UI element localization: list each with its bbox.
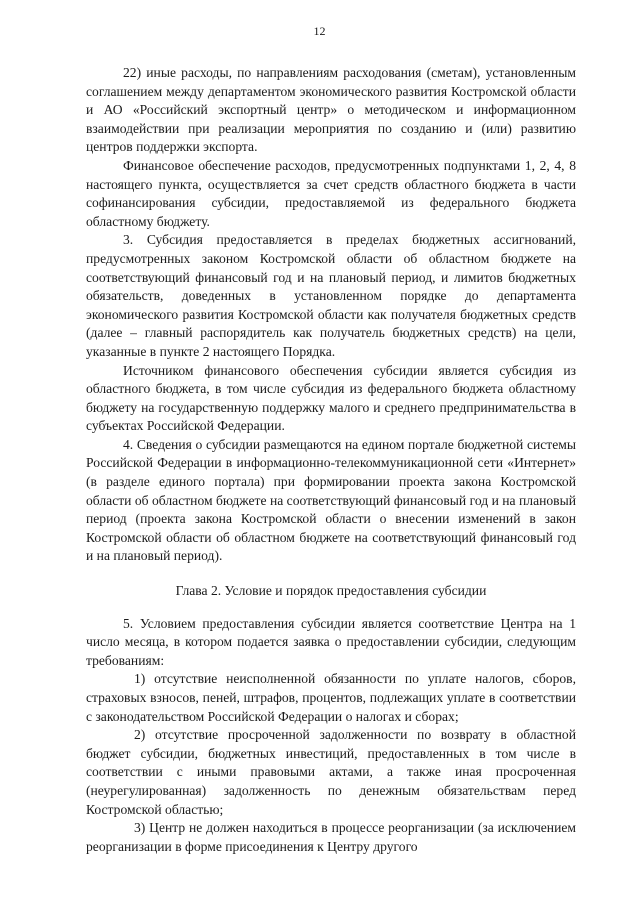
paragraph: 22) иные расходы, по направлениям расходования (сметам), установленным соглашением между департаментом экономического развития Костромской области и АО «Российский экспортный центр» о методическом и информационном взаимодействии при реализации мероприятия по созданию и (или) развитию центров поддержки экспорта. bbox=[86, 65, 576, 155]
requirement-item: 2) отсутствие просроченной задолженности по возврату в областной бюджет субсидии, бюджетных инвестиций, предоставленных в том числе в соответствии с иными правовыми актами, а также иная просроченная (неурегулированная) задолженность по денежным обязательствам перед Костромской областью; bbox=[86, 727, 576, 817]
document-body bbox=[86, 64, 576, 856]
page-number: 12 bbox=[313, 24, 326, 38]
requirement-item: 3) Центр не должен находиться в процессе реорганизации (за исключением реорганизации в форме присоединения к Центру другого bbox=[86, 820, 576, 854]
paragraph: 5. Условием предоставления субсидии является соответствие Центра на 1 число месяца, в котором подается заявка о предоставлении субсидии, следующим требованиям: bbox=[86, 615, 576, 668]
paragraph: Финансовое обеспечение расходов, предусмотренных подпунктами 1, 2, 4, 8 настоящего пункта, осуществляется за счет средств областного бюджета в части софинансирования субсидии, предоставляемой из федерального бюджета областному бюджету. bbox=[86, 157, 576, 229]
requirement-item: 1) отсутствие неисполненной обязанности по уплате налогов, сборов, страховых взносов, пеней, штрафов, процентов, подлежащих уплате в соответствии с законодательством Российской Федерации о налогах и сборах; bbox=[86, 671, 576, 724]
chapter-heading: Глава 2. Условие и порядок предоставления субсидии bbox=[175, 583, 487, 599]
paragraph: 3. Субсидия предоставляется в пределах бюджетных ассигнований, предусмотренных законом Костромской области об областном бюджете на соответствующий финансовый год и на плановый период, и лимитов бюджетных обязательств, доведенных в установленном порядке до департамента экономического развития Костромской области как получателя бюджетных средств (далее – главный распорядитель как получатель бюджетных средств) на цели, указанные в пункте 2 настоящего Порядка. bbox=[86, 232, 576, 359]
paragraph: 4. Сведения о субсидии размещаются на едином портале бюджетной системы Российской Федерации в информационно-телекоммуникационной сети «Интернет» (в разделе единого портала) при формировании проекта закона Костромской области об областном бюджете на соответствующий финансовый год и на плановый период (проекта закона Костромской области о внесении изменений в закон Костромской области об областном бюджете на соответствующий финансовый год и на плановый период). bbox=[86, 436, 576, 564]
paragraph: Источником финансового обеспечения субсидии является субсидия из областного бюджета, в том числе субсидия из федерального бюджета областному бюджету на государственную поддержку малого и среднего предпринимательства в субъектах Российской Федерации. bbox=[86, 362, 576, 434]
